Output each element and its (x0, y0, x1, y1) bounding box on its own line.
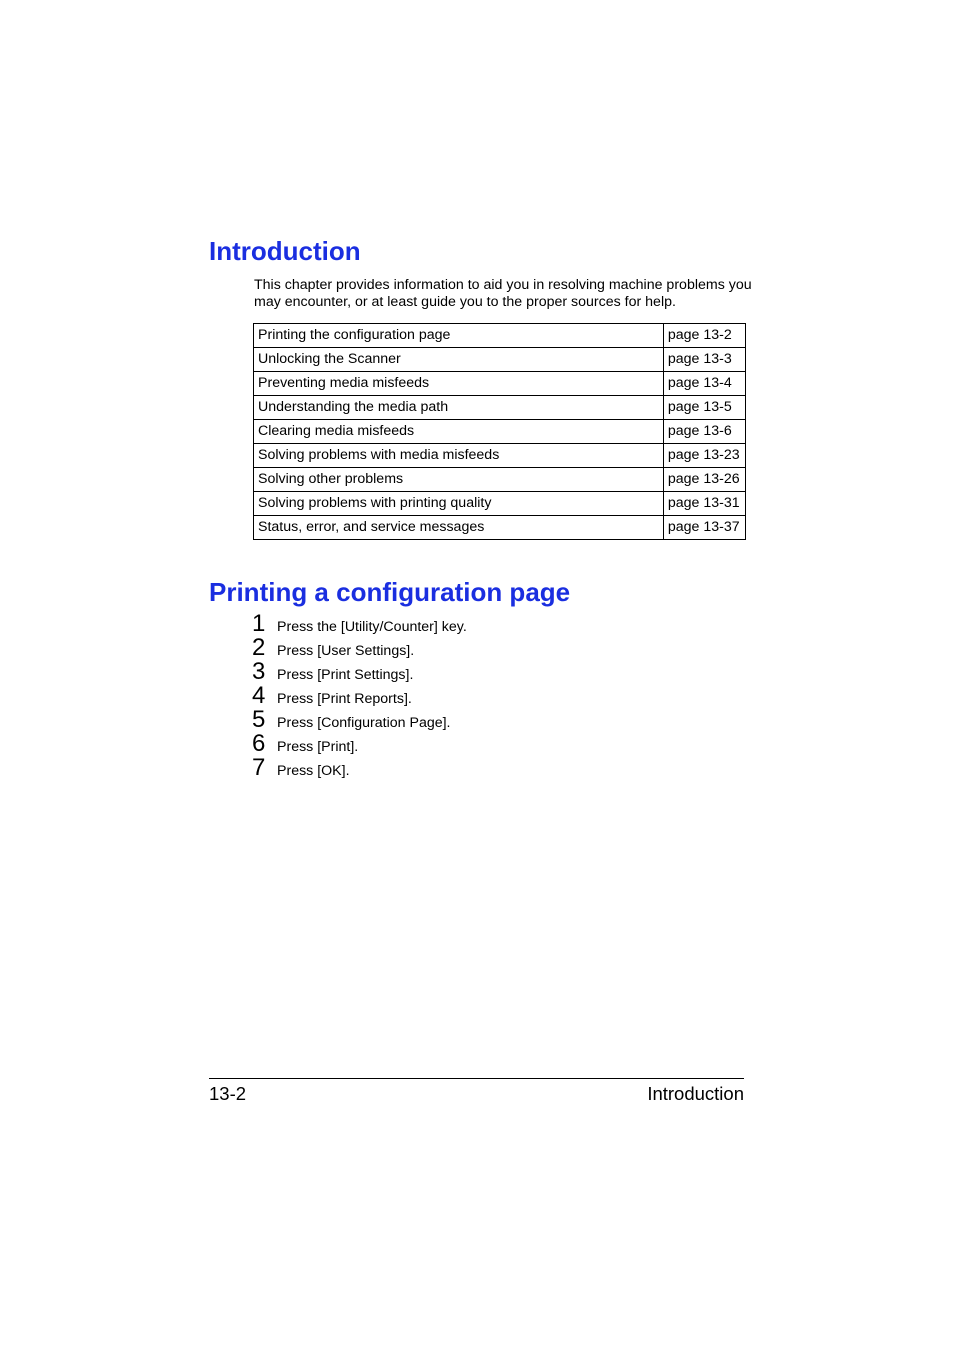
step-text: Press [User Settings]. (277, 643, 415, 659)
step-number: 2 (252, 634, 266, 661)
step-number: 4 (252, 682, 266, 709)
toc-topic: Status, error, and service messages (254, 516, 664, 540)
step-number: 6 (252, 730, 266, 757)
table-row (254, 348, 746, 372)
toc-page-ref: page 13-31 (663, 492, 745, 516)
toc-page-ref: page 13-4 (663, 372, 745, 396)
table-row (254, 492, 746, 516)
table-row (254, 396, 746, 420)
toc-page-ref: page 13-5 (663, 396, 745, 420)
introduction-heading: Introduction (209, 236, 361, 266)
toc-page-ref: page 13-26 (663, 468, 745, 492)
toc-topic: Clearing media misfeeds (254, 420, 664, 444)
footer-section-name: Introduction (647, 1083, 744, 1104)
toc-topic: Unlocking the Scanner (254, 348, 664, 372)
toc-page-ref: page 13-23 (663, 444, 745, 468)
toc-page-ref: page 13-37 (663, 516, 745, 540)
toc-page-ref: page 13-6 (663, 420, 745, 444)
step-number: 1 (252, 610, 266, 637)
step-number: 7 (252, 754, 266, 781)
toc-topic: Solving problems with printing quality (254, 492, 664, 516)
contents-table (253, 323, 746, 540)
step-text: Press [Print Reports]. (277, 691, 412, 707)
footer-page-number: 13-2 (209, 1083, 247, 1104)
step-text: Press [Print Settings]. (277, 667, 414, 683)
step-number: 3 (252, 658, 266, 685)
toc-page-ref: page 13-2 (663, 324, 745, 348)
table-row (254, 372, 746, 396)
toc-topic: Solving problems with media misfeeds (254, 444, 664, 468)
step-number: 5 (252, 706, 266, 733)
step-text: Press [Print]. (277, 739, 359, 755)
step-text: Press the [Utility/Counter] key. (277, 619, 467, 635)
footer-divider (209, 1078, 744, 1079)
table-row (254, 516, 746, 540)
table-row (254, 324, 746, 348)
step-text: Press [OK]. (277, 763, 350, 779)
toc-topic: Understanding the media path (254, 396, 664, 420)
toc-topic: Solving other problems (254, 468, 664, 492)
printing-config-heading: Printing a configuration page (209, 577, 571, 607)
table-row (254, 420, 746, 444)
introduction-paragraph: This chapter provides information to aid you in resolving machine problems you may encounter, or at least guide you to the proper sources for help. (254, 277, 752, 310)
toc-topic: Preventing media misfeeds (254, 372, 664, 396)
table-row (254, 444, 746, 468)
table-row (254, 468, 746, 492)
toc-topic: Printing the configuration page (254, 324, 664, 348)
step-text: Press [Configuration Page]. (277, 715, 451, 731)
toc-page-ref: page 13-3 (663, 348, 745, 372)
